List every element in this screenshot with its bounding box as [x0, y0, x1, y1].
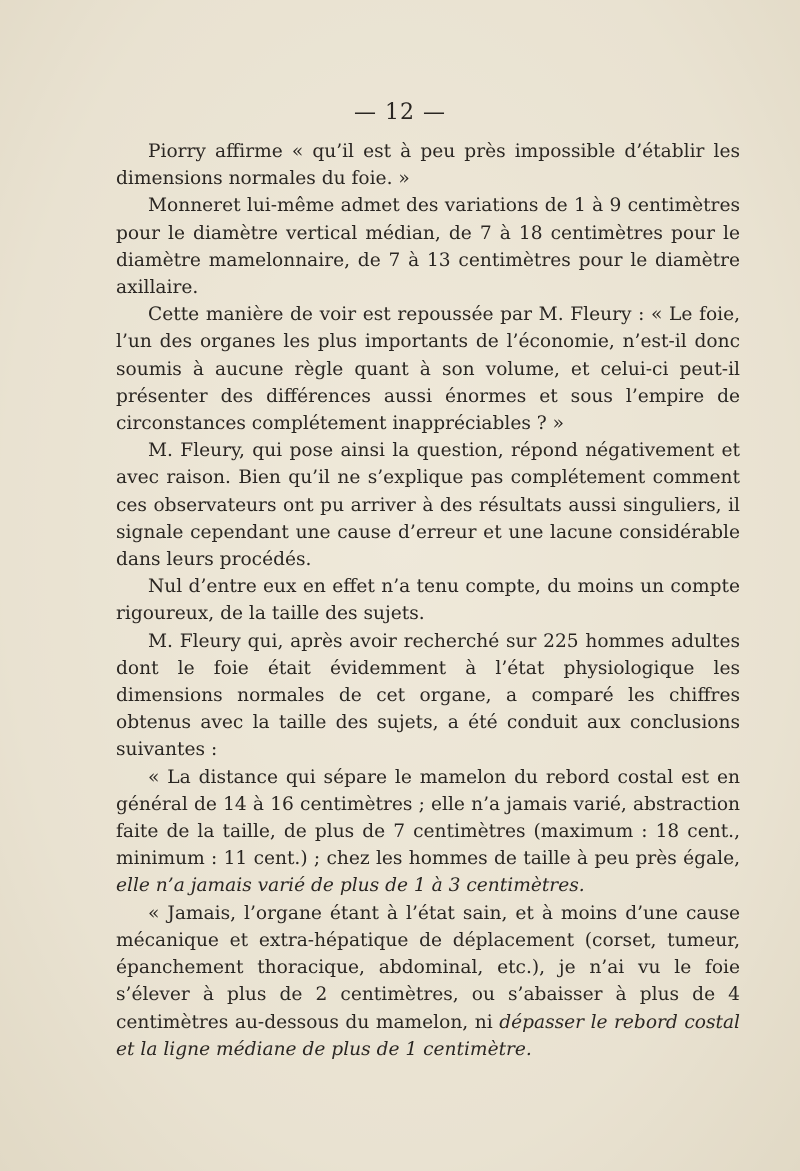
paragraph-3: Cette manière de voir est repoussée par M. Fleury : « Le foie, l’un des organes les plus importants de l’économie, n’est-il donc soumis à aucune règle quant à son volume, et celui-ci peut-il présenter des différences aussi énormes et sous l’empire de circonstances complétement inappréciables ? »: [116, 304, 740, 435]
paragraph-5: Nul d’entre eux en effet n’a tenu compte, du moins un compte rigoureux, de la taille des sujets.: [116, 576, 740, 625]
paragraph-8: [116, 900, 740, 1063]
paragraph-1: Piorry affirme « qu’il est à peu près impossible d’établir les dimensions normales du foie. »: [116, 141, 740, 190]
paragraph-7-italic: elle n’a jamais varié de plus de 1 à 3 centimètres.: [116, 875, 585, 897]
paragraph-4: M. Fleury, qui pose ainsi la question, répond négativement et avec raison. Bien qu’il ne s’explique pas complétement comment ces observateurs ont pu arriver à des résultats aussi singuliers, il signale cependant une cause d’erreur et une lacune considérable dans leurs procédés.: [116, 440, 740, 571]
paragraph-8-text: « Jamais, l’organe étant à l’état sain, et à moins d’une cause mécanique et extra-hépatique de déplacement (corset, tumeur, épanchement thoracique, abdominal, etc.), je n’ai vu le foie s’élever à plus de 2 centimètres, ou s’abaisser à plus de 4 centimètres au-dessous du mamelon, ni: [116, 902, 740, 1033]
paragraph-8-italic: dépasser le rebord costal et la ligne médiane de plus de 1 centimètre.: [116, 1011, 740, 1060]
paragraph-2: Monneret lui-même admet des variations de 1 à 9 centimètres pour le diamètre vertical médian, de 7 à 18 centimètres pour le diamètre mamelonnaire, de 7 à 13 centimètres pour le diamètre axillaire.: [116, 195, 740, 299]
paragraph-7-text: « La distance qui sépare le mamelon du rebord costal est en général de 14 à 16 centimètres ; elle n’a jamais varié, abstraction faite de la taille, de plus de 7 centimètres (maximum : 18 cent., minimum : 11 cent.) ; chez les hommes de taille à peu près égale,: [116, 766, 740, 870]
body-text: [116, 138, 740, 1063]
paragraph-6: M. Fleury qui, après avoir recherché sur 225 hommes adultes dont le foie était évidemment à l’état physiologique les dimensions normales de cet organe, a comparé les chiffres obtenus avec la taille des sujets, a été conduit aux conclusions suivantes :: [116, 630, 740, 761]
paragraph-7: [116, 764, 740, 900]
page-number: — 12 —: [354, 100, 446, 125]
